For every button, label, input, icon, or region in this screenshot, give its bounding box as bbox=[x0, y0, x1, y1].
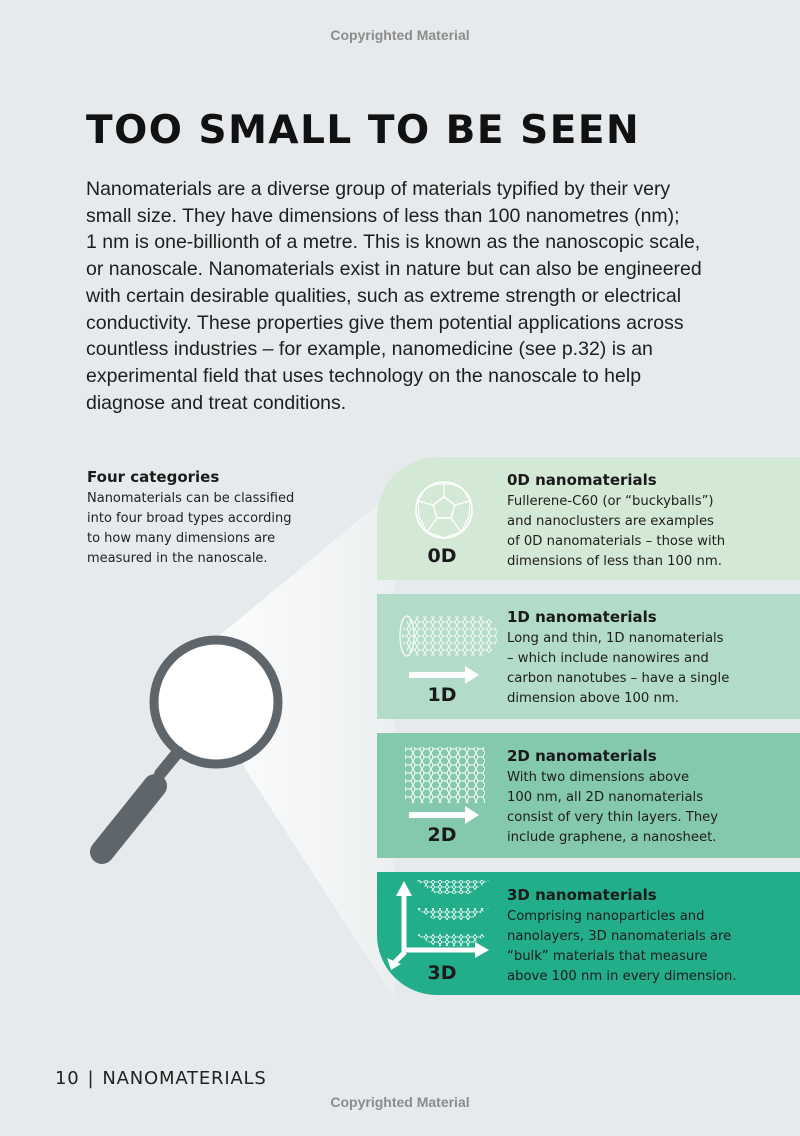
page-footer bbox=[55, 1068, 267, 1089]
page-number: 10 bbox=[55, 1068, 80, 1089]
footer-separator: | bbox=[87, 1068, 95, 1089]
intro-line: Nanomaterials are a diverse group of materials typified by their very bbox=[86, 178, 671, 200]
row-description bbox=[507, 629, 797, 709]
copyright-top: Copyrighted Material bbox=[330, 27, 470, 43]
row-desc-line: dimension above 100 nm. bbox=[507, 691, 679, 706]
row-title: 0D nanomaterials bbox=[507, 471, 657, 489]
dim-label: 2D bbox=[427, 824, 457, 846]
row-desc-line: consist of very thin layers. They bbox=[507, 810, 719, 825]
row-desc-line: of 0D nanomaterials – those with bbox=[507, 534, 726, 549]
row-desc-line: With two dimensions above bbox=[507, 770, 690, 785]
row-title: 1D nanomaterials bbox=[507, 608, 657, 626]
intro-line: conductivity. These properties give them potential applications across bbox=[86, 311, 684, 334]
intro-line: 1 nm is one-billionth of a metre. This is known as the nanoscopic scale, bbox=[86, 231, 701, 254]
dim-label: 3D bbox=[427, 962, 457, 984]
intro-line: countless industries – for example, nanomedicine (see p.32) is an bbox=[86, 338, 653, 361]
intro-line: or nanoscale. Nanomaterials exist in nature but can also be engineered bbox=[86, 258, 702, 281]
row-desc-line: Long and thin, 1D nanomaterials bbox=[507, 631, 724, 646]
row-title: 3D nanomaterials bbox=[507, 886, 657, 904]
row-desc-line: include graphene, a nanosheet. bbox=[507, 830, 717, 845]
row-3d bbox=[377, 872, 800, 995]
intro-line: small size. They have dimensions of less than 100 nanometres (nm); bbox=[86, 204, 680, 227]
copyright-bottom: Copyrighted Material bbox=[330, 1094, 470, 1110]
row-description bbox=[507, 492, 797, 572]
categories-line: Nanomaterials can be classified bbox=[87, 491, 295, 506]
categories-line: to how many dimensions are bbox=[87, 531, 276, 546]
dim-label: 0D bbox=[427, 545, 457, 567]
row-title: 2D nanomaterials bbox=[507, 747, 657, 765]
dim-label: 1D bbox=[427, 684, 457, 706]
row-desc-line: – which include nanowires and bbox=[507, 651, 709, 666]
row-desc-line: Comprising nanoparticles and bbox=[507, 909, 705, 924]
row-desc-line: and nanoclusters are examples bbox=[507, 514, 714, 529]
row-0d bbox=[377, 457, 800, 580]
magnifying-glass-icon bbox=[102, 640, 278, 852]
row-desc-line: Fullerene-C60 (or “buckyballs”) bbox=[507, 494, 714, 509]
row-description bbox=[507, 768, 797, 848]
row-desc-line: dimensions of less than 100 nm. bbox=[507, 554, 722, 569]
categories-description bbox=[87, 489, 327, 569]
intro-line: with certain desirable qualities, such as extreme strength or electrical bbox=[86, 284, 682, 307]
categories-heading: Four categories bbox=[87, 468, 220, 486]
intro-line: experimental field that uses technology on the nanoscale to help bbox=[86, 364, 642, 387]
section-name: NANOMATERIALS bbox=[102, 1068, 267, 1089]
row-2d bbox=[377, 733, 800, 858]
row-desc-line: above 100 nm in every dimension. bbox=[507, 969, 737, 984]
row-1d bbox=[377, 594, 800, 719]
row-desc-line: nanolayers, 3D nanomaterials are bbox=[507, 929, 732, 944]
page-title: TOO SMALL TO BE SEEN bbox=[86, 108, 641, 153]
categories-line: measured in the nanoscale. bbox=[87, 551, 268, 566]
categories-line: into four broad types according bbox=[87, 511, 292, 526]
row-desc-line: 100 nm, all 2D nanomaterials bbox=[507, 790, 704, 805]
row-description bbox=[507, 907, 797, 987]
row-desc-line: carbon nanotubes – have a single bbox=[507, 671, 730, 686]
row-desc-line: “bulk” materials that measure bbox=[507, 949, 708, 964]
intro-line: diagnose and treat conditions. bbox=[86, 391, 347, 414]
